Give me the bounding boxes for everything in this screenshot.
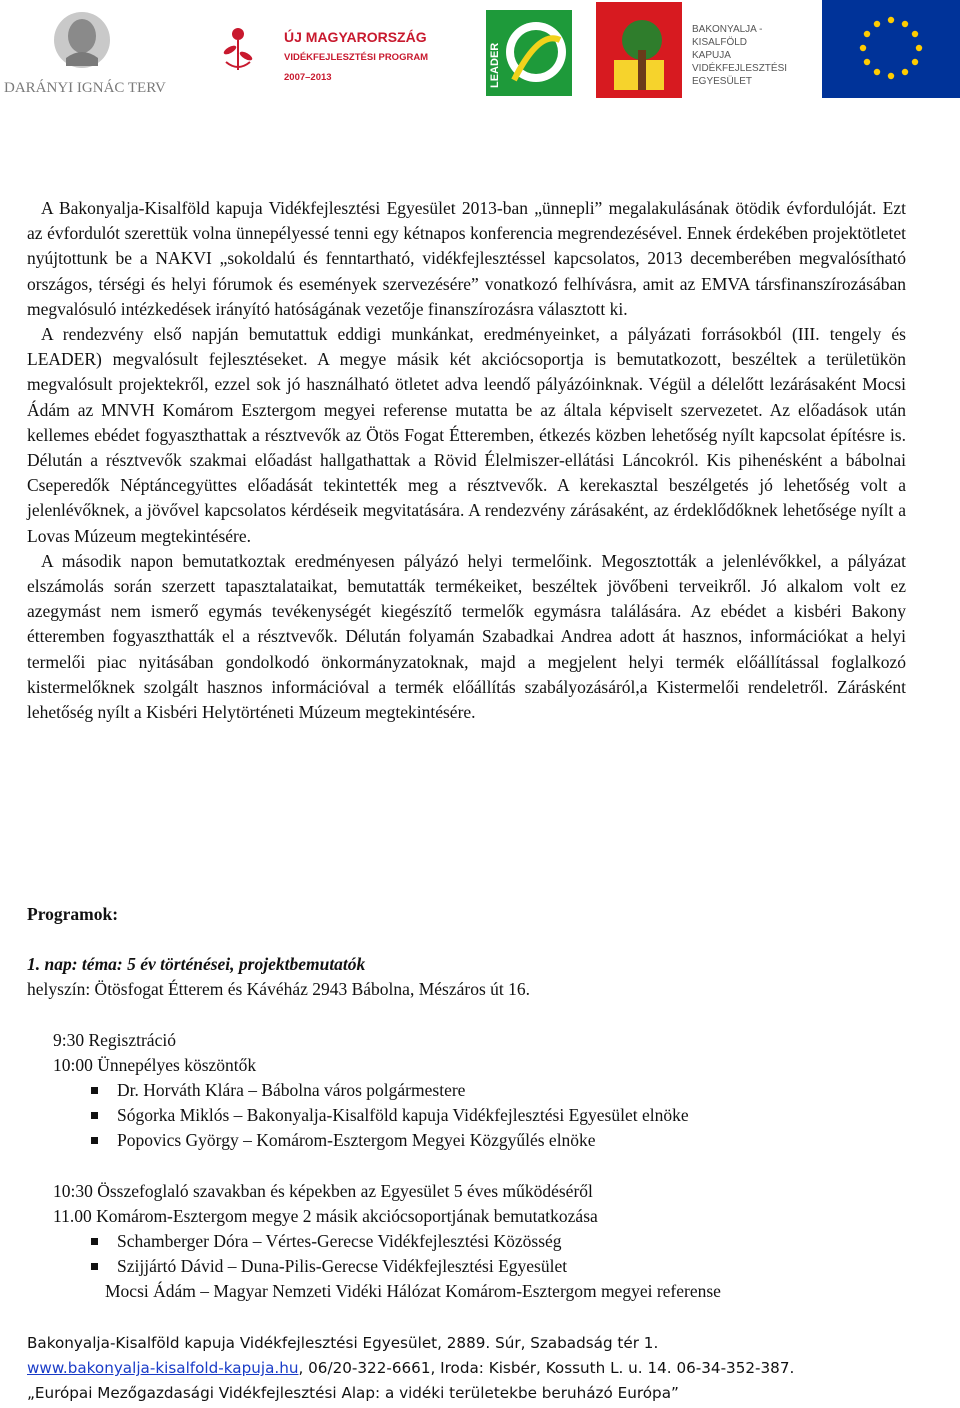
speaker-item: Popovics György – Komárom-Esztergom Megyei Közgyűlés elnöke	[91, 1128, 906, 1153]
eu-flag-logo	[812, 0, 960, 100]
bakony-logo-line2: KISALFÖLD	[692, 37, 748, 48]
ujm-logo-line2: VIDÉKFEJLESZTÉSI PROGRAM	[284, 52, 429, 63]
logo-strip	[0, 0, 960, 100]
footer-contact	[27, 1356, 947, 1381]
article-body	[27, 196, 906, 725]
schedule-item: 11.00 Komárom-Esztergom megye 2 másik akciócsoportjának bemutatkozása	[53, 1205, 598, 1226]
bakony-logo-line1: BAKONYALJA -	[692, 24, 763, 35]
speaker-list	[27, 1229, 906, 1279]
schedule	[53, 1028, 906, 1078]
page-footer	[27, 1331, 947, 1406]
speaker-item: Szijjártó Dávid – Duna-Pilis-Gerecse Vidékfejlesztési Egyesület	[91, 1254, 906, 1279]
speaker-list	[27, 1078, 906, 1154]
schedule-item: 9:30 Regisztráció	[53, 1029, 176, 1050]
speaker-extra: Mocsi Ádám – Magyar Nemzeti Vidéki Hálózat Komárom-Esztergom megyei referense	[105, 1281, 721, 1302]
speaker-item: Schamberger Dóra – Vértes-Gerecse Vidékfejlesztési Közösség	[91, 1229, 906, 1254]
program-heading: Programok:	[27, 904, 119, 924]
day1-title: 1. nap: téma: 5 év történései, projektbemutatók	[27, 954, 366, 975]
bakony-logo-line3: KAPUJA	[692, 50, 731, 61]
leader-logo-text: LEADER	[489, 42, 501, 88]
leader-logo	[484, 0, 574, 98]
schedule-item: 10:00 Ünnepélyes köszöntők	[53, 1054, 257, 1075]
article-paragraph-1: A Bakonyalja-Kisalföld kapuja Vidékfejlesztési Egyesület 2013-ban „ünnepli” megalakulásának ötödik évfordulóját. Ezt az évfordulót szerettük volna ünnepélyessé tenni egy kétnapos konferencia megrendezésével. Ennek érdekében projektötletet nyújtottunk be a NAKVI „sokoldalú és fenntartható, vidékfejlesztéssel kapcsolatos, 2013 decemberében megvalósítható országos, térségi és helyi fórumok és események szervezésére” vonatkozó felhívásra, amit az EMVA társfinanszírozásában megvalósuló intézkedések irányító hatóságának vezetője finanszírozásra választott ki.	[27, 198, 906, 319]
footer-address: Bakonyalja-Kisalföld kapuja Vidékfejlesztési Egyesület, 2889. Súr, Szabadság tér 1.	[27, 1334, 659, 1352]
speaker-item: Dr. Horváth Klára – Bábolna város polgármestere	[91, 1078, 906, 1103]
schedule-item: 10:30 Összefoglaló szavakban és képekben az Egyesület 5 éves működéséről	[53, 1180, 593, 1201]
footer-contact-rest: , 06/20-322-6661, Iroda: Kisbér, Kossuth L. u. 14. 06-34-352-387.	[298, 1359, 795, 1377]
article-paragraph-2: A rendezvény első napján bemutattuk eddigi munkánkat, eredményeinket, a pályázati forrásokból (III. tengely és LEADER) megvalósult fejlesztéseket. A megye másik két akciócsoportja is bemutatkozott, beszéltek a területükön megvalósult projektekről, ezzel sok jó használható ötletet adva leendő pályázóinknak. Végül a délelőtt lezárásaként Mocsi Ádám az MNVH Komárom Esztergom megyei referense mutatta be az általa képviselt szervezetet. Az előadások után kellemes ebédet fogyaszthattak a résztvevők az Ötös Fogat Étteremben, étkezés közben lehetőség nyílt kapcsolat építésre is. Délután a résztvevők szakmai előadást hallgathattak a Rövid Élelmiszer-ellátási Láncokról. Kis pihenésként a bábolnai Cseperedők Néptáncegyüttes előadását tekintették meg a résztvevők. A kerekasztal beszélgetés jó lehetőség volt a jelenlévőknek, a jövővel kapcsolatos kérdéseik megvitatására. A rendezvény zárásaként, az érdeklődőknek lehetősége nyílt a Lovas Múzeum megtekintésére.	[27, 324, 906, 546]
footer-motto: „Európai Mezőgazdasági Vidékfejlesztési Alap: a vidéki területekbe beruházó Európa”	[27, 1384, 679, 1402]
article-paragraph-3: A második napon bemutatkoztak eredményesen pályázó helyi termelőink. Megosztották a jelenlévőkkel, a pályázat elszámolás során szerzett tapasztalataikat, bemutatták termékeiket, beszéltek jövőbeni terveikről. Jó alkalom volt ez azegymást nem ismerő egymás tevékenységét kiegészítő termelők egymásra találására. Az ebédet a kisbéri Bakony étteremben fogyaszthatták el a résztvevők. Délután folyamán Szabadkai Andrea adott át hasznos, információkat a helyi termelői piac nyitásában gondolkodó önkormányzatoknak, majd a megjelent helyi termék előállítással foglalkozó kistermelőknek szolgált hasznos információval a termék előállítás szabályozásáról,a Kistermelői rendeletről. Zárásként lehetőség nyílt a Kisbéri Helytörténeti Múzeum megtekintésére.	[27, 550, 906, 723]
speaker-item: Sógorka Miklós – Bakonyalja-Kisalföld kapuja Vidékfejlesztési Egyesület elnöke	[91, 1103, 906, 1128]
ujm-logo-line3: 2007–2013	[284, 72, 332, 83]
uj-magyarorszag-logo	[210, 0, 460, 100]
website-link[interactable]: www.bakonyalja-kisalfold-kapuja.hu	[27, 1359, 299, 1377]
ujm-logo-line1: ÚJ MAGYARORSZÁG	[284, 29, 427, 45]
venue-line: helyszín: Ötösfogat Étterem és Kávéház 2943 Bábolna, Mészáros út 16.	[27, 979, 530, 1000]
bakonyalja-kisalfold-logo	[592, 0, 792, 100]
program-section	[27, 902, 906, 1305]
bakony-logo-line5: EGYESÜLET	[692, 76, 753, 87]
schedule	[53, 1179, 906, 1229]
darany-logo-text: DARÁNYI IGNÁC TERV	[4, 80, 166, 96]
darany-ignac-terv-logo	[0, 0, 180, 100]
bakony-logo-line4: VIDÉKFEJLESZTÉSI	[692, 63, 788, 74]
